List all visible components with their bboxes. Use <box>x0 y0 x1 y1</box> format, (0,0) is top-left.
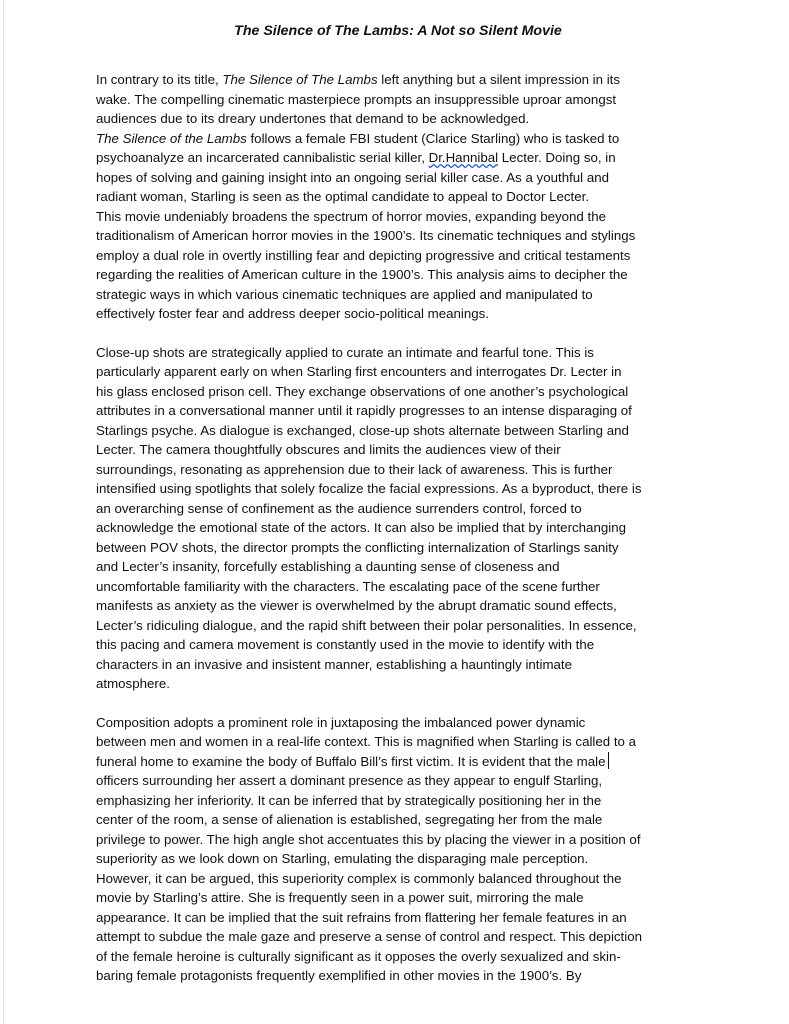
text-line: radiant woman, Starling is seen as the optimal candidate to appeal to Doctor Lecter. <box>96 189 590 204</box>
text-line: strategic ways in which various cinematic techniques are applied and manipulated to <box>96 286 593 302</box>
text-line: superiority as we look down on Starling, emulating the disparaging male perception. <box>96 851 589 866</box>
movie-title: The Silence of The Lambs <box>222 72 378 87</box>
text-line: Lecter. The camera thoughtfully obscures and limits the audiences view of their <box>96 442 561 457</box>
document-title: The Silence of The Lambs: A Not so Silent Movie <box>234 23 562 39</box>
text-line: In contrary to its title, The Silence of The Lambs left anything but a silent impression in its <box>96 72 621 87</box>
text-line: particularly apparent early on when Starling first encounters and interrogates Dr. Lecter in <box>96 364 622 379</box>
text-line: audiences due to its dreary undertones that demand to be acknowledged. <box>96 111 530 126</box>
paragraph-close-up-shots <box>96 343 700 694</box>
text-line: effectively foster fear and address deeper socio-political meanings. <box>96 306 489 321</box>
text-line: his glass enclosed prison cell. They exchange observations of one another’s psychological <box>96 383 629 399</box>
text-line: movie by Starling’s attire. She is frequently seen in a power suit, mirroring the male <box>96 890 584 905</box>
text-line: Lecter’s ridiculing dialogue, and the rapid shift between their polar personalities. In essence, <box>96 617 637 633</box>
spelling-error-underline: Dr.Hannibal <box>428 150 499 165</box>
paragraph-composition <box>96 713 700 986</box>
text-line: uncomfortable familiarity with the characters. The escalating pace of the scene further <box>96 578 600 594</box>
text-line: privilege to power. The high angle shot accentuates this by placing the viewer in a position of <box>96 831 641 847</box>
text-line: of the female heroine is culturally significant as it opposes the overly sexualized and skin- <box>96 948 621 964</box>
text-line: attempt to subdue the male gaze and preserve a sense of control and respect. This depiction <box>96 929 642 944</box>
text-line: an overarching sense of confinement as the audience surrenders control, forced to <box>96 500 582 516</box>
text-line: characters in an invasive and insistent manner, establishing a hauntingly intimate <box>96 656 573 672</box>
text-line: employ a dual role in overtly instilling fear and depicting progressive and critical testaments <box>96 247 631 263</box>
text-line: The Silence of the Lambs follows a female FBI student (Clarice Starling) who is tasked to <box>96 130 620 146</box>
text-line: baring female protagonists frequently exemplified in other movies in the 1900’s. By <box>96 968 582 983</box>
text-line: and Lecter’s insanity, forcefully establishing a daunting sense of closeness and <box>96 559 560 574</box>
text-line: Composition adopts a prominent role in juxtaposing the imbalanced power dynamic <box>96 714 586 730</box>
text-line: Starlings psyche. As dialogue is exchanged, close-up shots alternate between Starling and <box>96 422 629 438</box>
movie-title: The Silence of the Lambs <box>96 130 247 146</box>
text-line: This movie undeniably broadens the spectrum of horror movies, expanding beyond the <box>96 208 607 224</box>
text-line: surroundings, resonating as apprehension due to their lack of awareness. This is further <box>96 461 613 477</box>
text-line: Close-up shots are strategically applied to curate an intimate and fearful tone. This is <box>96 344 594 360</box>
text-line: regarding the realities of American culture in the 1900’s. This analysis aims to decipher the <box>96 267 628 282</box>
text-line: manifests as anxiety as the viewer is overwhelmed by the abrupt dramatic sound effects, <box>96 598 617 613</box>
document-body[interactable] <box>96 70 700 1005</box>
text-line: intensified using spotlights that solely focalize the facial expressions. As a byproduct, there is <box>96 481 642 496</box>
text-line: acknowledge the emotional state of the actors. It can also be implied that by interchanging <box>96 520 626 535</box>
text-line: center of the room, a sense of alienation is established, segregating her from the male <box>96 812 603 827</box>
text-line: between men and women in a real-life context. This is magnified when Starling is called to a <box>96 734 637 749</box>
paragraph-introduction <box>96 70 700 324</box>
text-line: between POV shots, the director prompts the conflicting internalization of Starlings sanity <box>96 539 619 555</box>
page-edge-line <box>3 0 4 1024</box>
text-line: funeral home to examine the body of Buffalo Bill’s first victim. It is evident that the male <box>96 752 700 772</box>
text-line: attributes in a conversational manner until it rapidly progresses to an intense disparaging of <box>96 403 632 418</box>
text-line: officers surrounding her assert a dominant presence as they appear to engulf Starling, <box>96 773 603 788</box>
text-cursor <box>608 752 609 769</box>
text-line: emphasizing her inferiority. It can be inferred that by strategically positioning her in the <box>96 792 602 808</box>
text-line: appearance. It can be implied that the suit refrains from flattering her female features in an <box>96 909 627 925</box>
text-line: psychoanalyze an incarcerated cannibalistic serial killer, Dr.Hannibal Lecter. Doing so, in <box>96 150 616 165</box>
text-line: this pacing and camera movement is constantly used in the movie to identify with the <box>96 637 595 652</box>
text-line: hopes of solving and gaining insight into an ongoing serial killer case. As a youthful and <box>96 169 610 185</box>
text-line: wake. The compelling cinematic masterpiece prompts an insuppressible uproar amongst <box>96 91 617 107</box>
text-line: traditionalism of American horror movies in the 1900’s. Its cinematic techniques and stylings <box>96 228 636 243</box>
text-line: However, it can be argued, this superiority complex is commonly balanced throughout the <box>96 870 622 886</box>
text-line: atmosphere. <box>96 676 170 691</box>
